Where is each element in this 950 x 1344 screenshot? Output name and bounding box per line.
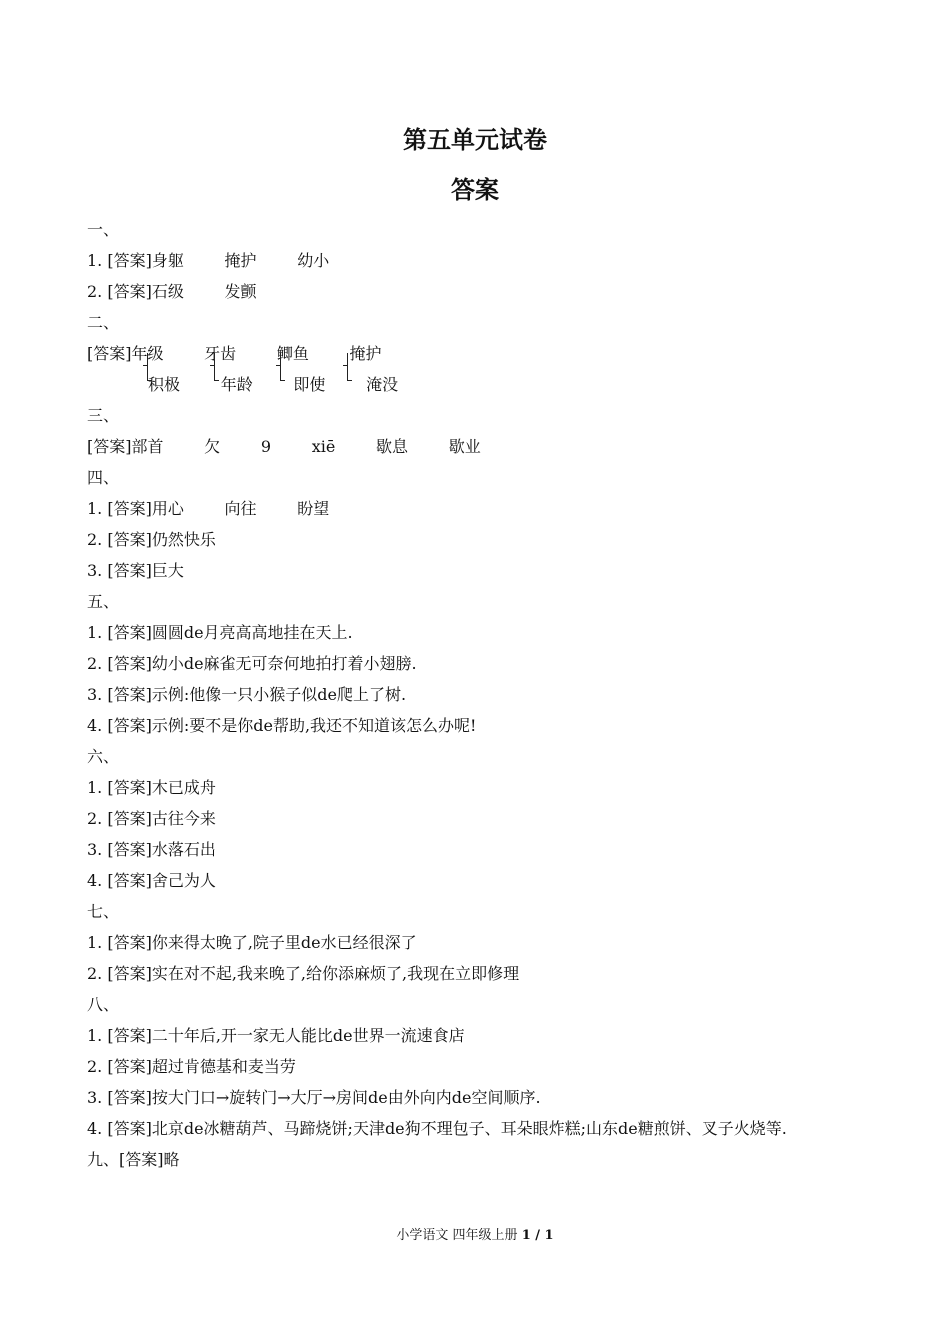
answer-line: 1. [答案]你来得太晚了,院子里de水已经很深了 [87, 933, 417, 952]
answer-line: 4. [答案]舍己为人 [87, 871, 216, 890]
answer-line: 2. [答案]石级 发颤 [87, 282, 257, 301]
brace-mark [347, 353, 354, 381]
section-heading: 二、 [87, 313, 120, 332]
answer-line: [答案]部首 欠 9 xiē 歇息 歇业 [87, 437, 481, 456]
section-heading: 七、 [87, 902, 120, 921]
answer-line: 2. [答案]仍然快乐 [87, 530, 216, 549]
answer-line: 2. [答案]古往今来 [87, 809, 216, 828]
answer-line: 3. [答案]巨大 [87, 561, 184, 580]
section-heading: 四、 [87, 468, 120, 487]
answer-line: 1. [答案]身躯 掩护 幼小 [87, 251, 330, 270]
answer-line: 2. [答案]幼小de麻雀无可奈何地拍打着小翅膀. [87, 654, 417, 673]
answer-line: 1. [答案]圆圆de月亮高高地挂在天上. [87, 623, 353, 642]
answer-line: 2. [答案]实在对不起,我来晚了,给你添麻烦了,我现在立即修理 [87, 964, 520, 983]
answer-line: [答案]年级 牙齿 鲫鱼 掩护 [87, 344, 382, 363]
answer-line: 3. [答案]水落石出 [87, 840, 216, 859]
brace-mark [214, 353, 221, 381]
page-footer [0, 1228, 950, 1244]
brace-mark [147, 353, 154, 381]
answer-line: 九、[答案]略 [87, 1150, 180, 1169]
footer-text: 小学语文 四年级上册 [396, 1228, 522, 1243]
section-heading: 五、 [87, 592, 120, 611]
answer-line: 3. [答案]示例:他像一只小猴子似de爬上了树. [87, 685, 407, 704]
page-subtitle: 答案 [451, 176, 499, 204]
answer-line: 1. [答案]二十年后,开一家无人能比de世界一流速食店 [87, 1026, 465, 1045]
section-heading: 八、 [87, 995, 120, 1014]
answer-line: 4. [答案]示例:要不是你de帮助,我还不知道该怎么办呢! [87, 716, 477, 735]
answer-line: 4. [答案]北京de冰糖葫芦、马蹄烧饼;天津de狗不理包子、耳朵眼炸糕;山东de糖煎饼、叉子火烧等. [87, 1119, 787, 1138]
answer-line: 2. [答案]超过肯德基和麦当劳 [87, 1057, 296, 1076]
answer-line: 1. [答案]用心 向往 盼望 [87, 499, 330, 518]
brace-mark [280, 353, 287, 381]
section-heading: 三、 [87, 406, 120, 425]
section-heading: 六、 [87, 747, 120, 766]
section-heading: 一、 [87, 220, 120, 239]
page-number: 1 / 1 [521, 1228, 554, 1243]
answer-line: 1. [答案]木已成舟 [87, 778, 216, 797]
answer-line: 3. [答案]按大门口→旋转门→大厅→房间de由外向内de空间顺序. [87, 1088, 541, 1107]
answer-line: 积极 年龄 即使 淹没 [87, 375, 399, 394]
page-title: 第五单元试卷 [403, 126, 547, 154]
